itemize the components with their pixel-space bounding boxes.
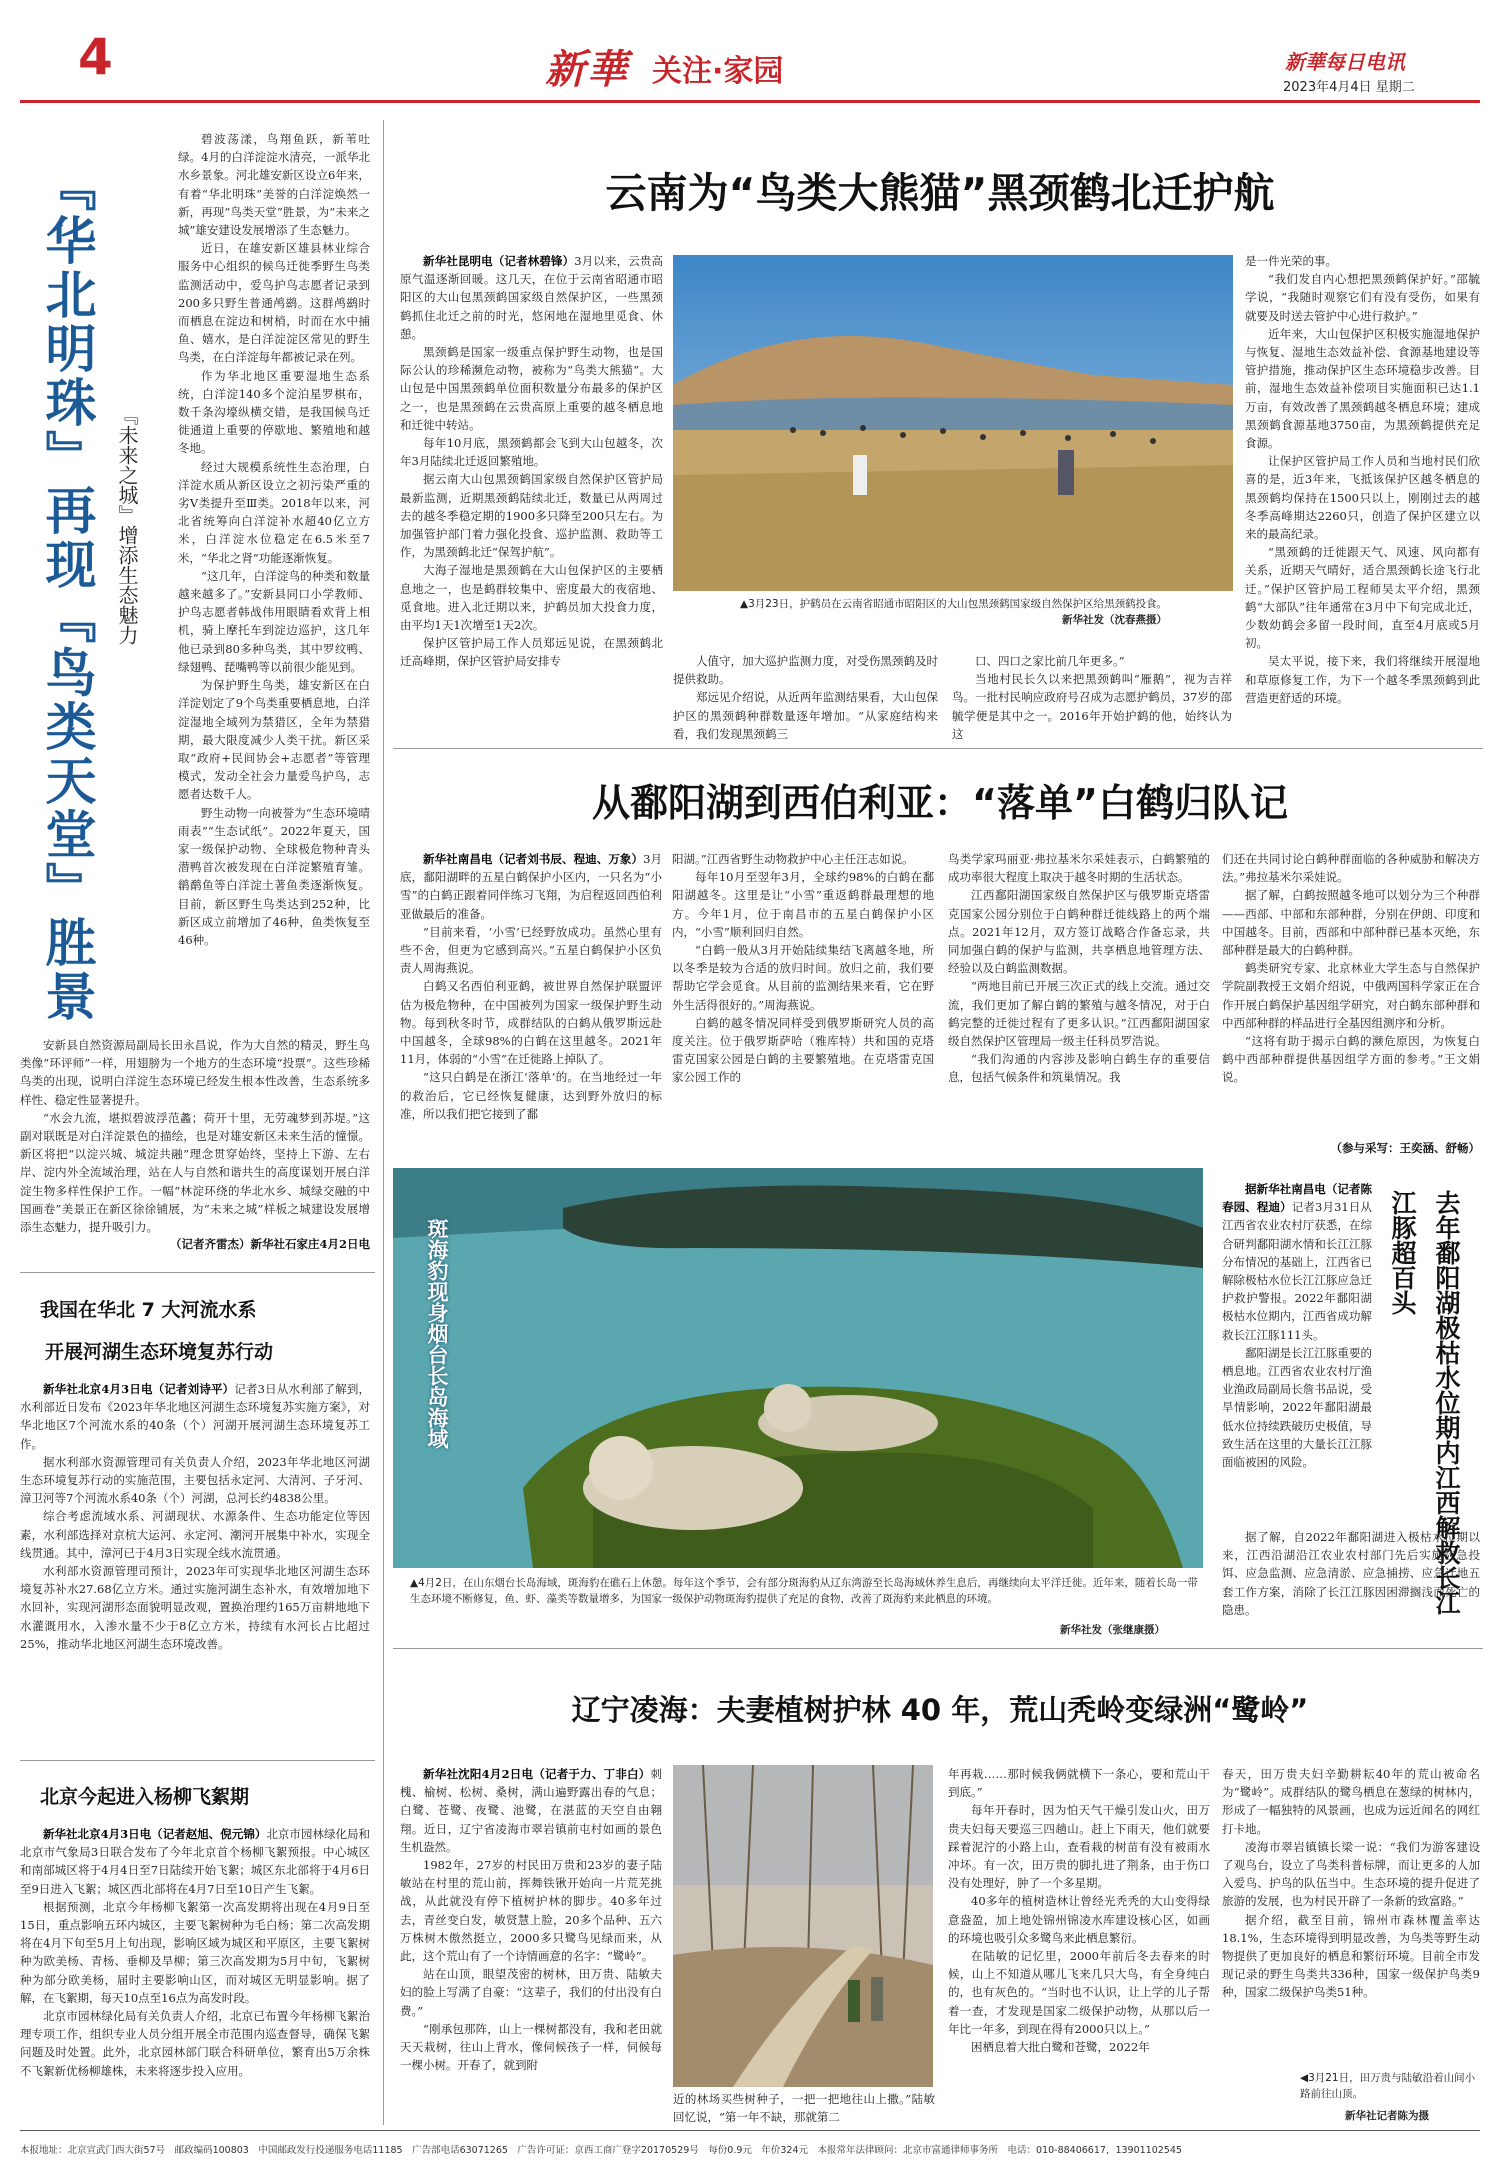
- a7-paragraph: 记者3月31日从江西省农业农村厅获悉，在综合研判鄱阳湖水情和长江江豚分布情况的基础上，江西省已解除极枯水位长江江豚应急迁护救护警报。2022年鄱阳湖极枯水位期内，江西省成功解救长江江豚111头。: [1222, 1200, 1373, 1342]
- a8-paragraph: 凌海市翠岩镇镇长梁一说：“我们为游客建设了观鸟台，设立了鸟类科普标牌，而让更多的人加入爱鸟、护鸟的队伍当中。生态环境的提升促进了旅游的发展，也为村民开辟了一条新的致富路。”: [1222, 1839, 1480, 1909]
- a5-paragraph: 据了解，白鹤按照越冬地可以划分为三个种群——西部、中部和东部种群，分别在伊朗、印度和中国越冬。目前，西部和中部种群已基本灭绝，东部种群是最大的白鹤种群。: [1222, 888, 1480, 958]
- footer-info: 本报地址：北京宣武门西大街57号 邮政编码100803 中国邮政发行投递服务电话11185 广告部电话63071265 广告许可证：京西工商广登字20170529号 每份0.9元 年价324元 本报常年法律顾问：北京市富通律师事务所 电话：010-88406617，13901102545: [20, 2145, 1182, 2156]
- a8-paragraph: 春天，田万贵夫妇辛勤耕耘40年的荒山被命名为“鹭岭”。成群结队的鹭鸟栖息在葱绿的树林内，形成了一幅独特的风景画，也成为远近闻名的网红打卡地。: [1222, 1767, 1480, 1836]
- a5-col3: [948, 850, 1210, 1160]
- a4-paragraph: 人值守，加大巡护监测力度，对受伤黑颈鹤及时提供救助。: [673, 654, 938, 687]
- issue-date: 2023年4月4日 星期二: [1283, 80, 1415, 95]
- a4-paragraph: 3月以来，云贵高原气温逐渐回暖。这几天，在位于云南省昭通市昭阳区的大山包黑颈鹤国家级自然保护区，一些黑颈鹤抓住北迁之前的时光，悠闲地在湿地里觅食、休憩。: [400, 254, 664, 341]
- a5-paragraph: “白鹤一般从3月开始陆续集结飞离越冬地，所以冬季是较为合适的放归时间。放归之前，我们要帮助它学会觅食。从目前的监测结果来看，它在野外生活得很好的。”周海燕说。: [672, 943, 934, 1012]
- a5-byline: （参与采写：王奕涵、舒畅）: [1330, 1141, 1480, 1155]
- a1-subtitle: 『未来之城』增添生态魅力: [115, 405, 139, 645]
- a4-paragraph: “黑颈鹤的迁徙跟天气、风速、风向都有关系，近期天气晴好，适合黑颈鹤长途飞行北迁。”保护区管护局工程师吴太平介绍，黑颈鹤“大部队”往年通常在3月中下旬完成北迁，少数幼鹤会多留一段时间，直至4月底或5月初。: [1245, 545, 1480, 651]
- a8-paragraph: 站在山顶，眼望茂密的树林，田万贵、陆敏夫妇的脸上写满了自豪：“这辈子，我们的付出没有白费。”: [400, 1967, 662, 2018]
- a1-paragraph: 经过大规模系统性生态治理，白洋淀水质从新区设立之初污染严重的劣Ⅴ类提升至Ⅲ类。2018年以来，河北省统筹向白洋淀补水超40亿立方米，白洋淀水位稳定在6.5米至7米，“华北之肾”功能逐渐恢复。: [178, 459, 370, 565]
- a4-paragraph: 让保护区管护局工作人员和当地村民们欣喜的是，近3年来，飞抵该保护区越冬栖息的黑颈鹤均保持在1500只以上，刚刚过去的越冬季高峰期达2260只，创造了保护区建立以来的最高纪录。: [1245, 454, 1480, 542]
- a1-paragraph: 作为华北地区重要湿地生态系统，白洋淀140多个淀泊星罗棋布，数千条沟壕纵横交错，是我国候鸟迁徙通道上重要的停歇地、繁殖地和越冬地。: [178, 368, 370, 456]
- a4-col3: [952, 652, 1232, 741]
- a8-paragraph: 每年开春时，因为怕天气干燥引发山火，田万贵夫妇每天要巡三四趟山。赶上下雨天，他们就要踩着泥泞的小路上山，查看栽的树苗有没有被雨水冲坏。有一次，田万贵的脚扎进了荆条，由于伤口没有处理好，肿了一个多星期。: [948, 1803, 1210, 1891]
- a4-paragraph: 近年来，大山包保护区积极实施湿地保护与恢复、湿地生态效益补偿、食源基地建设等管护措施，推动保护区生态环境稳步改善。目前，湿地生态效益补偿项目实施面积已达1.1万亩，有效改善了黑颈鹤越冬栖息环境；建成黑颈鹤食源基地3750亩，为黑颈鹤提供充足食源。: [1245, 326, 1480, 451]
- a6-title: 斑海豹现身烟台长岛海域: [425, 1218, 449, 1449]
- a5-col1: [400, 850, 662, 1160]
- a1-paragraph: 安新县自然资源局副局长田永昌说，作为大自然的精灵，野生鸟类像“环评师”一样，用翅膀为一个地方的生态环境“投票”。这些珍稀鸟类的出现，说明白洋淀生态环境已经发生根本性改善，生态系统多样性、稳定性显著提升。: [20, 1038, 370, 1107]
- a1-paragraph: 碧波荡漾，鸟翔鱼跃，新苇吐绿。4月的白洋淀淀水清亮，一派华北水乡景象。河北雄安新区设立6年来，有着“华北明珠”美誉的白洋淀焕然一新，再现“鸟类天堂”胜景，为“未来之城”雄安建设发展增添了生态魅力。: [178, 132, 370, 238]
- a8-paragraph: 困栖息着大批白鹭和苍鹭，2022年: [971, 2040, 1150, 2055]
- a8-title: 辽宁凌海：夫妻植树护林 40 年，荒山秃岭变绿洲“鹭岭”: [571, 1693, 1309, 1727]
- a1-paragraph: “这几年，白洋淀鸟的种类和数量越来越多了。”安新县同口小学教师、护鸟志愿者韩战伟用眼睛看欢背上相机，骑上摩托车到淀边巡护，这几年他已录到80多种鸟类，其中罗纹鸭、绿翅鸭、琵嘴鸭等以前很少能见到。: [178, 568, 370, 674]
- a4-photo-credit: 新华社发（沈春燕摄）: [1062, 614, 1167, 626]
- a6-caption: ▲4月2日，在山东烟台长岛海域，斑海豹在礁石上休憩。每年这个季节，会有部分斑海豹从辽东湾游至长岛海域休养生息后，再继续向太平洋迁徙。近年来，随着长岛一带生态环境不断修复，鱼、虾、藻类等数量增多，为国家一级保护动物斑海豹提供了充足的食物，改善了斑海豹来此栖息的环境。: [410, 1577, 1198, 1605]
- a6-photo-credit: 新华社发（张继康摄）: [1060, 1624, 1165, 1636]
- page-header: [0, 0, 1500, 100]
- a2-lead: 新华社北京4月3日电（记者刘诗平）: [43, 1382, 235, 1396]
- a4-paragraph: 是一件光荣的事。: [1245, 254, 1337, 268]
- a3-title: 北京今起进入杨柳飞絮期: [40, 1786, 250, 1808]
- a4-paragraph: 保护区管护局工作人员郑远见说，在黑颈鹤北迁高峰期，保护区管护局安排专: [400, 636, 663, 669]
- a5-paragraph: 江西鄱阳湖国家级自然保护区与俄罗斯克塔雷克国家公园分别位于白鹤种群迁徙线路上的两个端点。2021年12月，双方签订战略合作备忘录，共同加强白鹤的保护与监测，共享栖息地管理方法、经验以及白鹤监测数据。: [948, 888, 1210, 976]
- a8-photo-credit: 新华社记者陈为摄: [1345, 2110, 1429, 2122]
- a5-paragraph: 3月底，鄱阳湖畔的五星白鹤保护小区内，一只名为“小雪”的白鹤正跟着同伴练习飞翔，为启程返回西伯利亚做最后的准备。: [400, 852, 662, 921]
- a4-paragraph: 当地村民长久以来把黑颈鹤叫“雁鹅”，视为吉祥鸟。一批村民响应政府号召成为志愿护鹤员，37岁的邵毓学便是其中之一。2016年开始护鹤的他，始终认为这: [952, 672, 1232, 741]
- a1-paragraph: 为保护野生鸟类，雄安新区在白洋淀划定了9个鸟类重要栖息地，白洋淀湿地全域列为禁猎区，全年为禁猎期，最大限度减少人类干扰。新区采取“政府+民间协会+志愿者”等管理模式，发动全社会力量爱鸟护鸟，志愿者达数千人。: [178, 678, 370, 802]
- a1-paragraph: 近日，在雄安新区雄县林业综合服务中心组织的候鸟迁徙季野生鸟类监测活动中，爱鸟护鸟志愿者记录到200多只野生普通鸬鹚。这群鸬鹚时而栖息在淀边和树梢，时而在水中捕鱼、嬉水，是白洋淀淀区常见的野生鸟类，在白洋淀每年都被记录在列。: [178, 241, 370, 365]
- header-rule: [20, 100, 1480, 103]
- a5-col2: [672, 850, 934, 1160]
- a8-paragraph: 据介绍，截至目前，锦州市森林覆盖率达18.1%，生态环境得到明显改善，为鸟类等野生动物提供了更加良好的栖息和繁衍环境。目前全市发现记录的野生鸟类共336种，国家一级保护鸟类9种，国家二级保护鸟类51种。: [1222, 1912, 1480, 2000]
- a5-title: 从鄱阳湖到西伯利亚：“落单”白鹤归队记: [592, 781, 1288, 825]
- a5-lead: 新华社南昌电（记者刘书辰、程迪、万象）: [423, 852, 644, 866]
- a8-paragraph: 年再栽……那时候我俩就横下一条心，要和荒山干到底。”: [948, 1767, 1210, 1800]
- a5-paragraph: “这将有助于揭示白鹤的濒危原因，为恢复白鹤中西部种群提供基因组学方面的参考。”王文娟说。: [1222, 1034, 1480, 1085]
- a8-col3: [948, 1765, 1210, 2123]
- a1-body-top: [178, 130, 370, 1036]
- paper-name: 新華每日电讯: [1285, 50, 1405, 74]
- a5-paragraph: “这只白鹤是在浙江‘落单’的。在当地经过一年的救治后，它已经恢复健康，达到野外放归的标准，所以我们把它接到了鄱: [400, 1070, 662, 1121]
- a7-body-lower: [1222, 1528, 1480, 1640]
- a8-paragraph: 近的林场买些树种子，一把一把地往山上撒。”陆敏回忆说，“第一年不缺，那就第二: [673, 2092, 935, 2125]
- a7-paragraph: 鄱阳湖是长江江豚重要的栖息地。江西省农业农村厅渔业渔政局副局长詹书品说，受旱情影响，2022年鄱阳湖最低水位持续跌破历史极值，导致生活在这里的大量长江江豚面临被困的风险。: [1222, 1345, 1372, 1470]
- a3-paragraph: 北京市园林绿化局有关负责人介绍，北京已布置今年杨柳飞絮治理专项工作，组织专业人员分组开展全市范围内巡查督导，确保飞絮问题及时处置。此外，北京园林部门联合科研单位，繁育出5万余株不飞絮新优杨柳雄株，未来将逐步投入应用。: [20, 2009, 370, 2078]
- a4-col4: [1245, 252, 1480, 732]
- a3-lead: 新华社北京4月3日电（记者赵旭、倪元锦）: [43, 1827, 267, 1841]
- a8-paragraph: 40多年的植树造林让曾经光秃秃的大山变得绿意盎盈，加上地处锦州锦凌水库建设核心区，如画的环境也吸引众多鹭鸟来此栖息繁衍。: [948, 1894, 1210, 1945]
- a4-paragraph: 据云南大山包黑颈鹤国家级自然保护区管护局最新监测，近期黑颈鹤陆续北迁，数量已从两周过去的越冬季稳定期的1900多只降至200只左右。为加强管护部门着力强化投食、巡护监测、救助等工作，为黑颈鹤北迁“保驾护航”。: [400, 472, 663, 560]
- a5-paragraph: 鸟类学家玛丽亚·弗拉基米尔采娃表示，白鹤繁殖的成功率很大程度上取决于越冬时期的生活状态。: [948, 852, 1210, 885]
- a4-paragraph: 大海子湿地是黑颈鹤在大山包保护区的主要栖息地之一，也是鹤群较集中、密度最大的夜宿地、觅食地。进入北迁期以来，护鹤员加大投食力度，由平均1天1次增至1天2次。: [400, 563, 663, 633]
- a8-col2: [673, 2090, 935, 2128]
- a5-paragraph: “我们沟通的内容涉及影响白鹤生存的重要信息，包括气候条件和筑巢情况。我: [948, 1052, 1210, 1085]
- a5-paragraph: 白鹤的越冬情况同样受到俄罗斯研究人员的高度关注。位于俄罗斯萨哈（雅库特）共和国的克塔雷克国家公园是白鹤的主要繁殖地。在克塔雷克国家公园工作的: [672, 1015, 934, 1085]
- a1-body-bottom: [20, 1036, 370, 1254]
- a8-paragraph: 刺槐、榆树、松树、桑树，满山遍野露出春的气息；白鹭、苍鹭、夜鹭、池鹭，在湛蓝的天空自由翱翔。近日，辽宁省凌海市翠岩镇前屯村如画的景色生机盎然。: [400, 1767, 662, 1854]
- a5-paragraph: 阳湖。”江西省野生动物救护中心主任汪志如说。: [672, 852, 914, 866]
- a8-col1: [400, 1765, 662, 2123]
- a4-photo-caption: ▲3月23日，护鹤员在云南省昭通市昭阳区的大山包黑颈鹤国家级自然保护区给黑颈鹤投食。: [740, 598, 1168, 610]
- a2-paragraph: 据水利部水资源管理司有关负责人介绍，2023年华北地区河湖生态环境复苏行动的实施范围，主要包括永定河、大清河、子牙河、漳卫河等7个河流水系40条（个）河湖，总河长约4838公里。: [20, 1454, 370, 1506]
- a4-col2: [673, 652, 938, 741]
- a4-title: 云南为“鸟类大熊猫”黑颈鹤北迁护航: [605, 169, 1275, 217]
- a2-body: [20, 1380, 370, 1746]
- a1-paragraph: 野生动物一向被誉为“生态环境晴雨表”“生态试纸”。2022年夏天，国家一级保护动物、全球极危物种青头潜鸭首次被发现在白洋淀繁殖育雏。鹟鹬鱼等白洋淀土著鱼类逐渐恢复。目前，新区野生鸟类达到252种，比新区成立前增加了46种，鱼类恢复至46种。: [178, 805, 370, 947]
- a7-title: 去年鄱阳湖极枯水位期内江西解救长江江豚超百头: [1388, 1190, 1461, 1615]
- a3-paragraph: 根据预测，北京今年杨柳飞絮第一次高发期将出现在4月9日至15日，重点影响五环内城区，主要飞絮树种为毛白杨；第二次高发期将在4月下旬至5月上旬出现，影响区域为城区和平原区，主要飞絮树种为欧美杨、青杨、垂柳及旱柳；第三次高发期为5月中旬，飞絮树种为部分欧美杨，届时主要影响山区，而对城区无明显影响。据了解，在飞絮期，每天10点至16点为高发时段。: [20, 1899, 370, 2005]
- a8-photo-caption: ◀3月21日，田万贵与陆敏沿着山间小路前往山顶。: [1300, 2072, 1476, 2100]
- a2-title-line1: 我国在华北 7 大河流水系: [40, 1299, 257, 1321]
- a5-paragraph: 白鹤又名西伯利亚鹤，被世界自然保护联盟评估为极危物种，在中国被列为国家一级保护野生动物。每到秋冬时节，成群结队的白鹤从俄罗斯远赴中国越冬，全球98%的白鹤在这里越冬。2021年11月，体弱的“小雪”在迁徙路上掉队了。: [400, 979, 662, 1067]
- a5-col4: [1222, 850, 1480, 1140]
- a4-paragraph: 黑颈鹤是国家一级重点保护野生动物，也是国际公认的珍稀濒危动物，被称为“鸟类大熊猫”。大山包是中国黑颈鹤单位面积数量分布最多的保护区之一，也是黑颈鹤在云贵高原上重要的越冬栖息地和迁徙中转站。: [400, 345, 663, 432]
- a7-paragraph: 据了解，自2022年鄱阳湖进入极枯水位期以来，江西沿湖沿江农业农村部门先后实施应急投饵、应急监测、应急清淤、应急捕捞、应急迁地五套工作方案，消除了长江江豚因困滞搁浅而死亡的隐患。: [1222, 1530, 1480, 1617]
- a8-paragraph: “刚承包那阵，山上一棵树都没有，我和老田就天天栽树，往山上背水，像伺候孩子一样，伺候每一棵小树。开春了，就到附: [400, 2021, 662, 2073]
- a5-paragraph: “目前来看，‘小雪’已经野放成功。虽然心里有些不舍，但更为它感到高兴。”五星白鹤保护小区负责人周海燕说。: [400, 924, 662, 976]
- xinhua-logo: 新華: [545, 46, 629, 93]
- a5-paragraph: 们还在共同讨论白鹤种群面临的各种威胁和解决方法。”弗拉基米尔采娃说。: [1222, 852, 1480, 885]
- page-number: 4: [78, 28, 113, 86]
- seal-photo: [393, 1168, 1203, 1568]
- a5-paragraph: 每年10月至翌年3月，全球约98%的白鹤在鄱阳湖越冬。这里是让“小雪”重返鹤群最理想的地方。今年1月，位于南昌市的五星白鹤保护小区内，“小雪”顺利回归自然。: [672, 870, 934, 939]
- a4-lead: 新华社昆明电（记者林碧锋）: [423, 254, 575, 268]
- a3-paragraph: 北京市园林绿化局和北京市气象局3日联合发布了今年北京首个杨柳飞絮预报。中心城区和南部城区将于4月4日至7日陆续开始飞絮；城区东北部将于4月6日至9日进入飞絮；城区西北部将在4月7日至10日产生飞絮。: [20, 1827, 370, 1896]
- a1-paragraph: “水会九流，堪拟碧波浮范蠡；荷开十里，无劳魂梦到苏堤。”这副对联既是对白洋淀景色的描绘，也是对雄安新区未来生活的憧憬。新区将把“以淀兴城、城淀共融”理念贯穿始终，坚持上下游、左右岸、淀内外全流域治理，站在人与自然和谐共生的高度谋划开展白洋淀生物多样性保护工作。一幅“林淀环绕的华北水乡、城绿交融的中国画卷”美景正在新区徐徐铺展，为“未来之城”样板之城建设发展增添生态魅力，提升吸引力。: [20, 1110, 370, 1235]
- a4-paragraph: 口、四口之家比前几年更多。”: [975, 654, 1125, 668]
- a7-lead: 据新华社南昌电（记者陈春园、程迪）: [1222, 1182, 1372, 1215]
- crane-feeding-photo: [673, 255, 1233, 591]
- a8-paragraph: 在陆敏的记忆里，2000年前后冬去春来的时候，山上不知道从哪儿飞来几只大鸟，有全身纯白的，也有灰色的。“当时也不认识，让上学的儿子帮着一查，才发现是国家二级保护动物，从那以后一年比一年多，到现在得有2000只以上。”: [948, 1949, 1210, 2036]
- a2-paragraph: 水利部水资源管理司预计，2023年可实现华北地区河湖生态环境复苏补水27.68亿立方米。通过实施河湖生态补水，有效增加地下水回补，实现河湖形态面貌明显改观，置换治理约165万亩耕地地下水灌溉用水，入渗水量不少于8亿立方米，持续有水河长占比超过25%，推动华北地区河湖生态环境改善。: [20, 1564, 370, 1651]
- a4-paragraph: 郑远见介绍说，从近两年监测结果看，大山包保护区的黑颈鹤种群数量逐年增加。“从家庭结构来看，我们发现黑颈鹤三: [673, 690, 938, 741]
- a4-paragraph: 每年10月底，黑颈鹤都会飞到大山包越冬，次年3月陆续北迁返回繁殖地。: [400, 436, 663, 469]
- a1-byline: （记者齐雷杰）新华社石家庄4月2日电: [169, 1237, 370, 1251]
- a2-title-line2: 开展河湖生态环境复苏行动: [45, 1341, 274, 1363]
- a2-paragraph: 综合考虑流域水系、河湖现状、水源条件、生态功能定位等因素，水利部选择对京杭大运河、永定河、潮河开展集中补水，实现全线贯通。其中，漳河已于4月3日实现全线水流贯通。: [20, 1509, 370, 1560]
- section-title: 关注·家园: [652, 54, 784, 89]
- tree-couple-photo: [673, 1765, 933, 2087]
- a8-lead: 新华社沈阳4月2日电（记者于力、丁非白）: [423, 1767, 651, 1781]
- a8-col4: [1222, 1765, 1480, 2055]
- a1-title: 『华北明珠』再现『鸟类天堂』胜景: [36, 160, 95, 1024]
- a8-paragraph: 1982年，27岁的村民田万贵和23岁的妻子陆敏站在村里的荒山前，挥舞铁锹开始向一片荒芜挑战，从此就没有停下植树护林的脚步。40多年过去，青丝变白发，敏贤慧上脸，20多个品种、五六万株树木傲然挺立，2000多只鹭鸟见绿而来，从此，这个荒山有了一个诗情画意的名字：“鹭岭”。: [400, 1858, 662, 1964]
- a4-paragraph: “我们发自内心想把黑颈鹤保护好。”邵毓学说，“我随时观察它们有没有受伤，如果有就要及时送去管护中心进行救护。”: [1245, 272, 1480, 323]
- a4-col1: [400, 252, 663, 732]
- a2-paragraph: 记者3日从水利部了解到，水利部近日发布《2023年华北地区河湖生态环境复苏实施方案》，对华北地区7个河流水系的40条（个）河湖开展河湖生态环境复苏工作。: [20, 1382, 370, 1451]
- a5-paragraph: 鹤类研究专家、北京林业大学生态与自然保护学院副教授王文娟介绍说，中俄两国科学家正在合作开展白鹤保护基因组学研究，对白鹤东部种群和中西部种群的样品进行全基因组测序和分析。: [1222, 961, 1480, 1030]
- a5-paragraph: “两地目前已开展三次正式的线上交流。通过交流，我们更加了解白鹤的繁殖与越冬情况，对于白鹤完整的迁徙过程有了更多认识。”江西鄱阳湖国家级自然保护区管理局一级主任科员罗浩说。: [948, 979, 1210, 1049]
- a3-body: [20, 1825, 370, 2121]
- a4-paragraph: 吴太平说，接下来，我们将继续开展湿地和草原修复工作，为下一个越冬季黑颈鹤到此营造更舒适的环境。: [1245, 654, 1480, 705]
